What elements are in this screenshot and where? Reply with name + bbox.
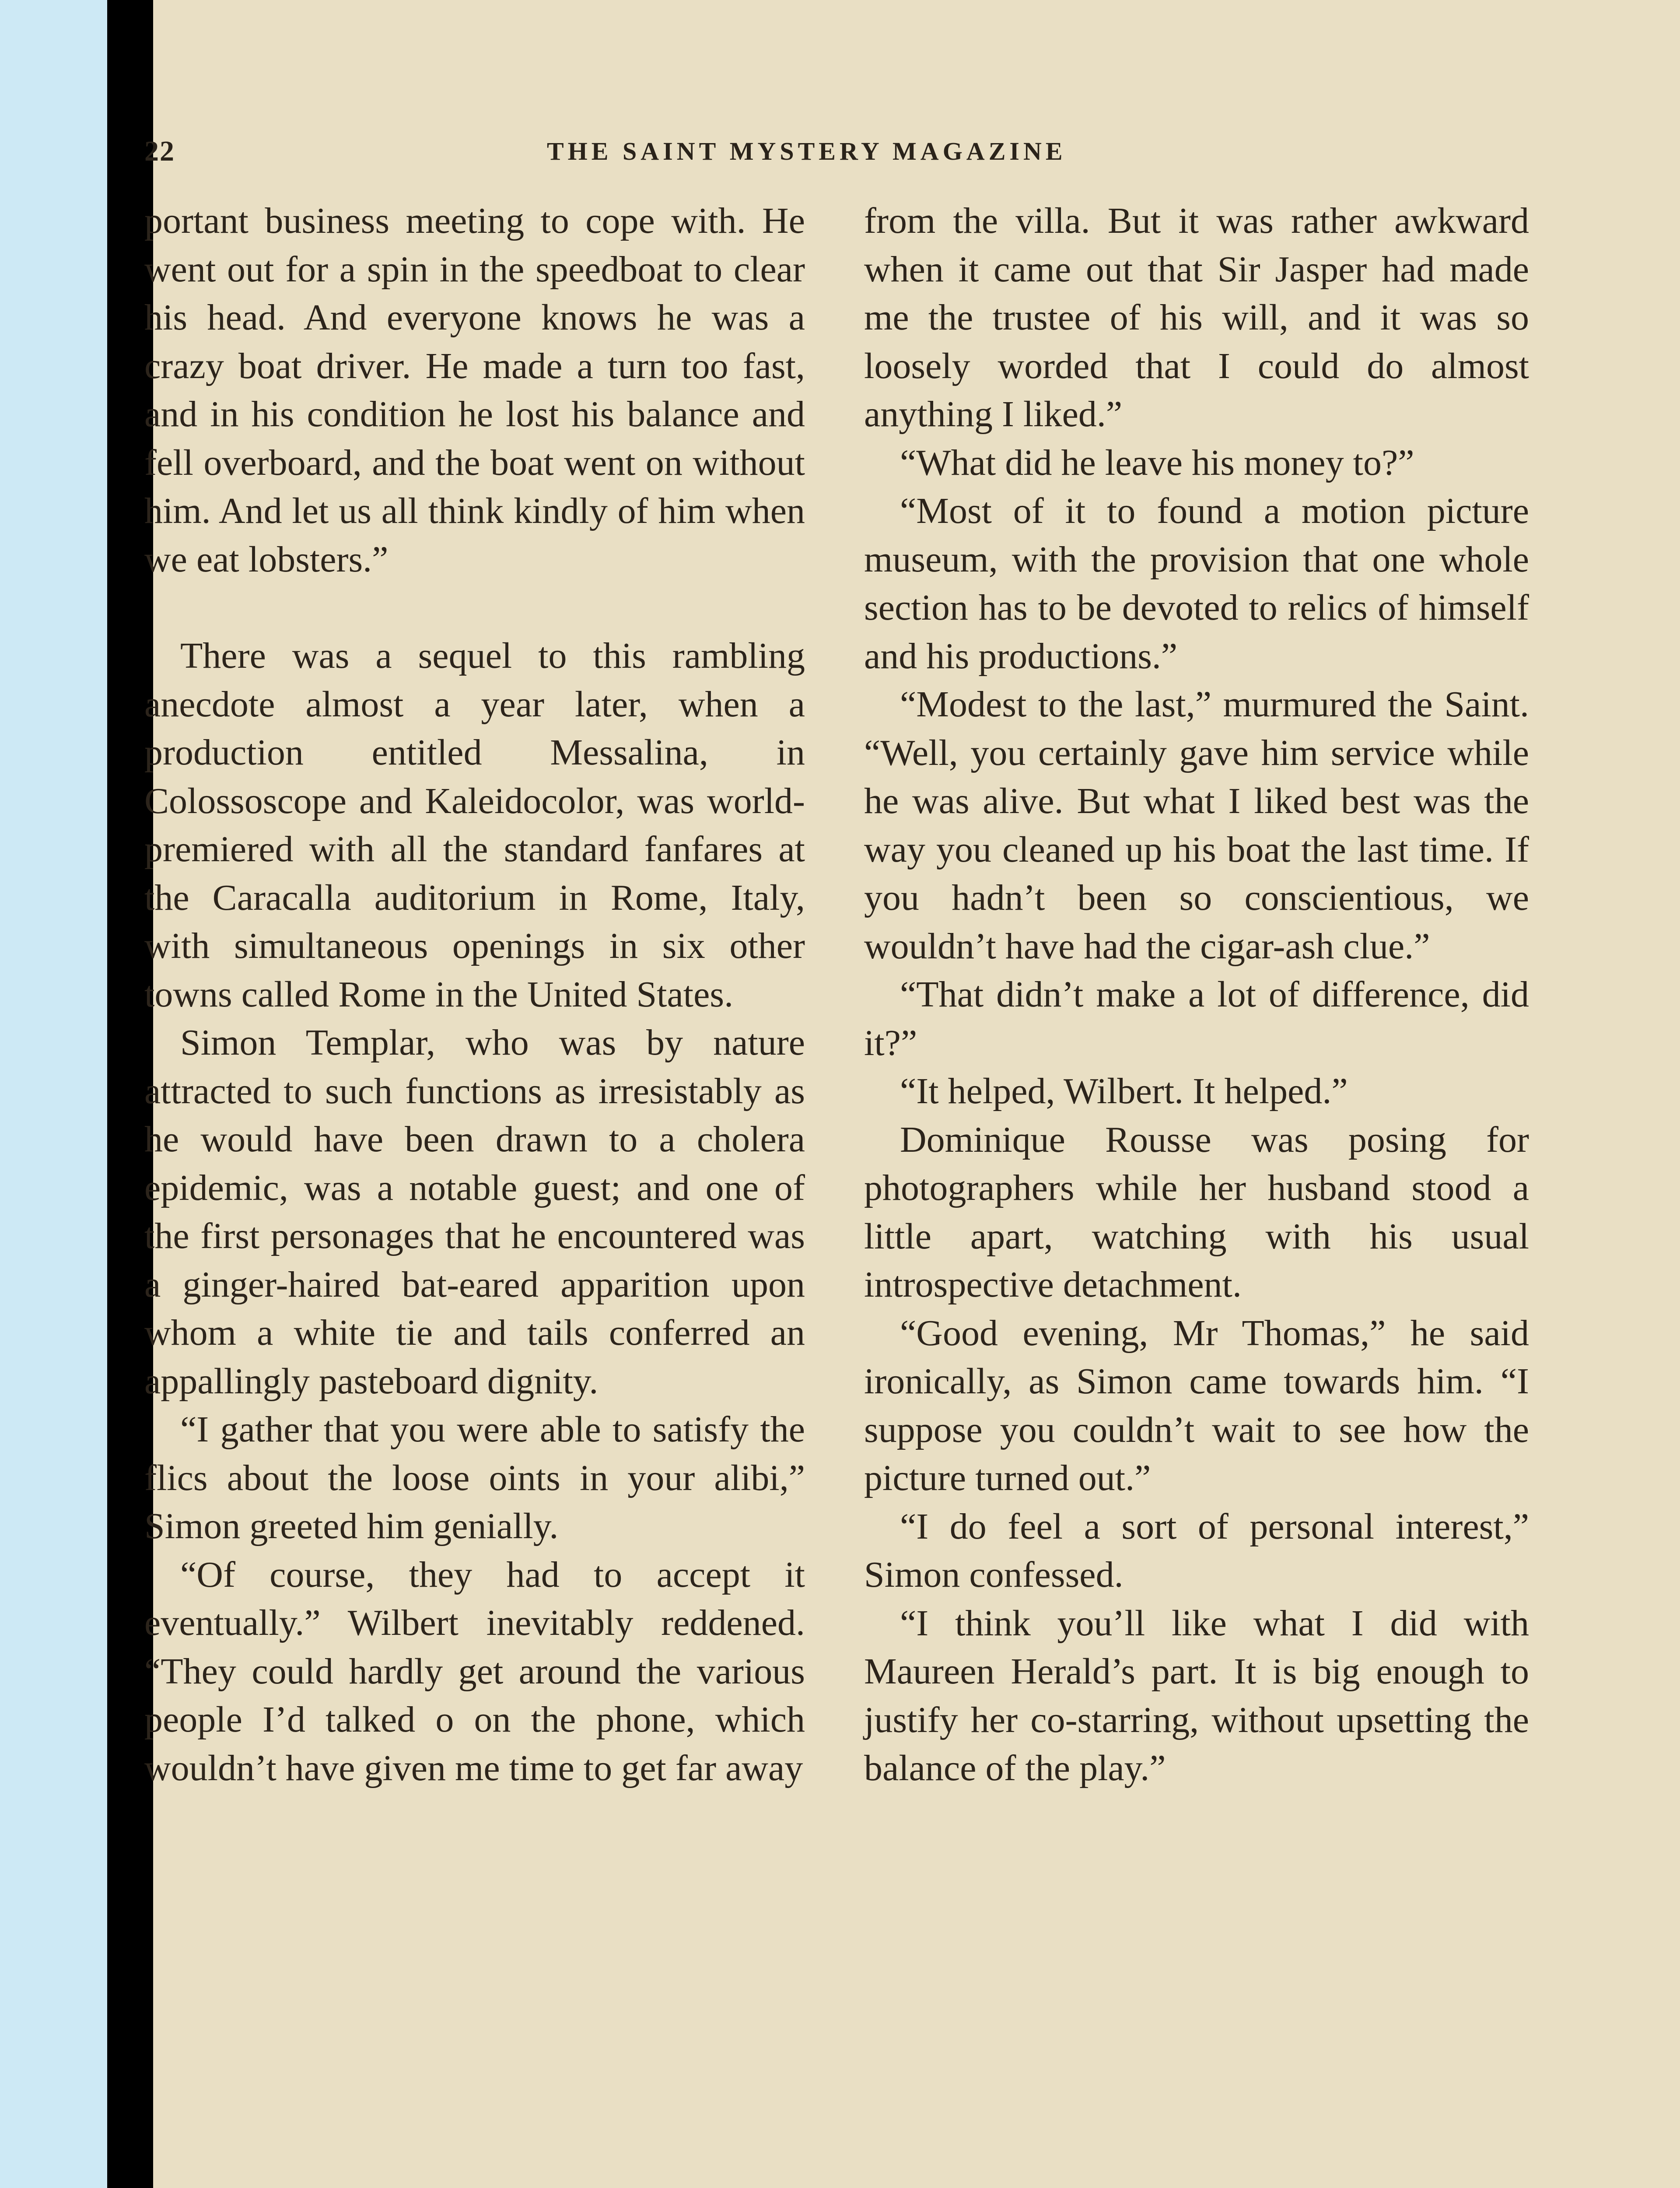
- paragraph: “It helped, Wilbert. It helped.”: [900, 1071, 1348, 1112]
- paragraph: portant business meeting to cope with. He went out for a spin in the speedboat to clear his head. And everyone knows he was a crazy boat driver. He made a turn too fast, and in his condition he lost his balance and fell overboard, and the boat went on without him. And let us all think kindly of him when we eat lobsters.”: [144, 200, 805, 580]
- running-title: THE SAINT MYSTERY MAGAZINE: [547, 137, 1067, 165]
- paragraph: from the villa. But it was rather awkward when it came out that Sir Jasper had made me the trustee of his will, and it was so loosely worded that I could do almost anything I liked.”: [864, 200, 1529, 435]
- paragraph: “What did he leave his money to?”: [900, 442, 1414, 483]
- paragraph: “I think you’ll like what I did with Maureen Herald’s part. It is big enough to justify her co-starring, without upsetting the balance of the play.”: [864, 1602, 1529, 1788]
- paragraph: “Most of it to found a motion picture museum, with the provision that one whole section has to be devoted to relics of himself and his productions.”: [864, 491, 1529, 677]
- paragraph: “Good evening, Mr Thomas,” he said ironically, as Simon came towards him. “I suppose you couldn’t wait to see how the picture turned out.”: [864, 1312, 1529, 1498]
- paragraph: “Of course, they had to accept it eventually.” Wilbert inevitably reddened. “They could hardly get around the various people I’d talked o on the phone, which wouldn’t have given me time to get far away: [144, 1554, 805, 1788]
- page-header: [144, 131, 1680, 171]
- paragraph: “Modest to the last,” murmured the Saint. “Well, you certainly gave him service while he was alive. But what I liked best was the way you cleaned up his boat the last time. If you hadn’t been so conscientious, we wouldn’t have had the cigar-ash clue.”: [864, 684, 1529, 967]
- paragraph: “I do feel a sort of personal interest,” Simon confessed.: [864, 1506, 1529, 1595]
- section-break: [144, 584, 805, 632]
- right-column: [864, 197, 1529, 1793]
- paragraph: “That didn’t make a lot of difference, did it?”: [864, 974, 1529, 1063]
- paragraph: Simon Templar, who was by nature attracted to such functions as irresistably as he would have been drawn to a cholera epidemic, was a notable guest; and one of the first personages that he encountered was a ginger-haired bat-eared apparition upon whom a white tie and tails conferred an appallingly pasteboard dignity.: [144, 1022, 805, 1402]
- paragraph: Dominique Rousse was posing for photographers while her husband stood a little apart, watching with his usual introspective detachment.: [864, 1119, 1529, 1305]
- page-number: 22: [144, 135, 175, 167]
- magazine-page: [144, 0, 1680, 2188]
- paragraph: There was a sequel to this rambling anecdote almost a year later, when a production entitled Messalina, in Colossoscope and Kaleidocolor, was world-premiered with all the standard fanfares at the Caracalla auditorium in Rome, Italy, with simultaneous openings in six other towns called Rome in the United States.: [144, 635, 805, 1015]
- left-column: [144, 197, 805, 1792]
- paragraph: “I gather that you were able to satisfy the flics about the loose oints in your alibi,” Simon greeted him genially.: [144, 1409, 805, 1546]
